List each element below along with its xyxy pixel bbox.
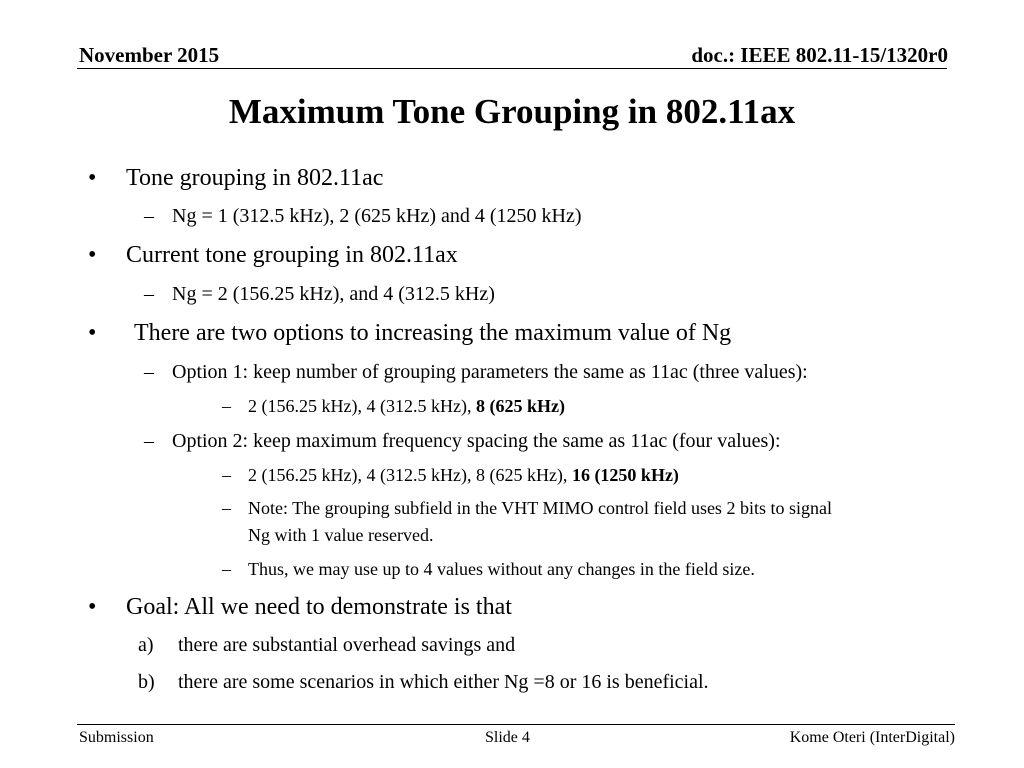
option-2-values-plain: 2 (156.25 kHz), 4 (312.5 kHz), 8 (625 kHz), (248, 465, 572, 485)
dash-marker: – (144, 283, 154, 305)
bullet-two-options: There are two options to increasing the maximum value of Ng (134, 320, 732, 346)
option-2-note-line-2: Ng with 1 value reserved. (248, 525, 434, 545)
slide-title: Maximum Tone Grouping in 802.11ax (228, 92, 796, 131)
bullet-marker: • (88, 242, 97, 268)
sub-bullet-11ac-values: Ng = 1 (312.5 kHz), 2 (625 kHz) and 4 (1250 kHz) (172, 205, 582, 227)
dash-marker: – (222, 396, 231, 416)
option-1-values-highlight: 8 (625 kHz) (475, 396, 565, 416)
bullet-marker: • (88, 320, 97, 346)
option-1-values-plain: 2 (156.25 kHz), 4 (312.5 kHz), (248, 396, 476, 416)
bullet-current-tone-grouping-11ax: Current tone grouping in 802.11ax (126, 242, 458, 268)
footer-author: Kome Oteri (InterDigital) (789, 729, 955, 746)
dash-marker: – (144, 205, 154, 227)
dash-marker: – (222, 498, 231, 518)
bullet-goal: Goal: All we need to demonstrate is that (126, 594, 512, 620)
list-marker-a: a) (138, 634, 154, 656)
option-2-field-size-note: Thus, we may use up to 4 values without any changes in the field size. (248, 559, 755, 579)
header-doc-id: doc.: IEEE 802.11-15/1320r0 (691, 43, 948, 67)
header-divider (77, 68, 947, 69)
sub-bullet-option-2: Option 2: keep maximum frequency spacing the same as 11ac (four values): (172, 430, 781, 452)
dash-marker: – (144, 430, 154, 452)
footer-submission: Submission (79, 729, 154, 746)
goal-item-b: there are some scenarios in which either Ng =8 or 16 is beneficial. (178, 671, 709, 693)
goal-item-a: there are substantial overhead savings and (178, 634, 516, 656)
option-2-values (248, 463, 679, 487)
bullet-tone-grouping-11ac: Tone grouping in 802.11ac (126, 165, 384, 191)
list-marker-b: b) (138, 671, 155, 693)
bullet-marker: • (88, 165, 97, 191)
header-date: November 2015 (79, 43, 220, 67)
option-1-values (248, 394, 565, 418)
bullet-marker: • (88, 594, 97, 620)
option-2-values-highlight: 16 (1250 kHz) (571, 465, 679, 485)
dash-marker: – (144, 361, 154, 383)
sub-bullet-11ax-values: Ng = 2 (156.25 kHz), and 4 (312.5 kHz) (172, 283, 495, 305)
sub-bullet-option-1: Option 1: keep number of grouping parameters the same as 11ac (three values): (172, 361, 808, 383)
dash-marker: – (222, 465, 231, 485)
footer-divider (77, 724, 955, 725)
option-2-note-line-1: Note: The grouping subfield in the VHT MIMO control field uses 2 bits to signal (248, 498, 832, 518)
dash-marker: – (222, 559, 231, 579)
footer-slide-number: Slide 4 (485, 729, 530, 746)
